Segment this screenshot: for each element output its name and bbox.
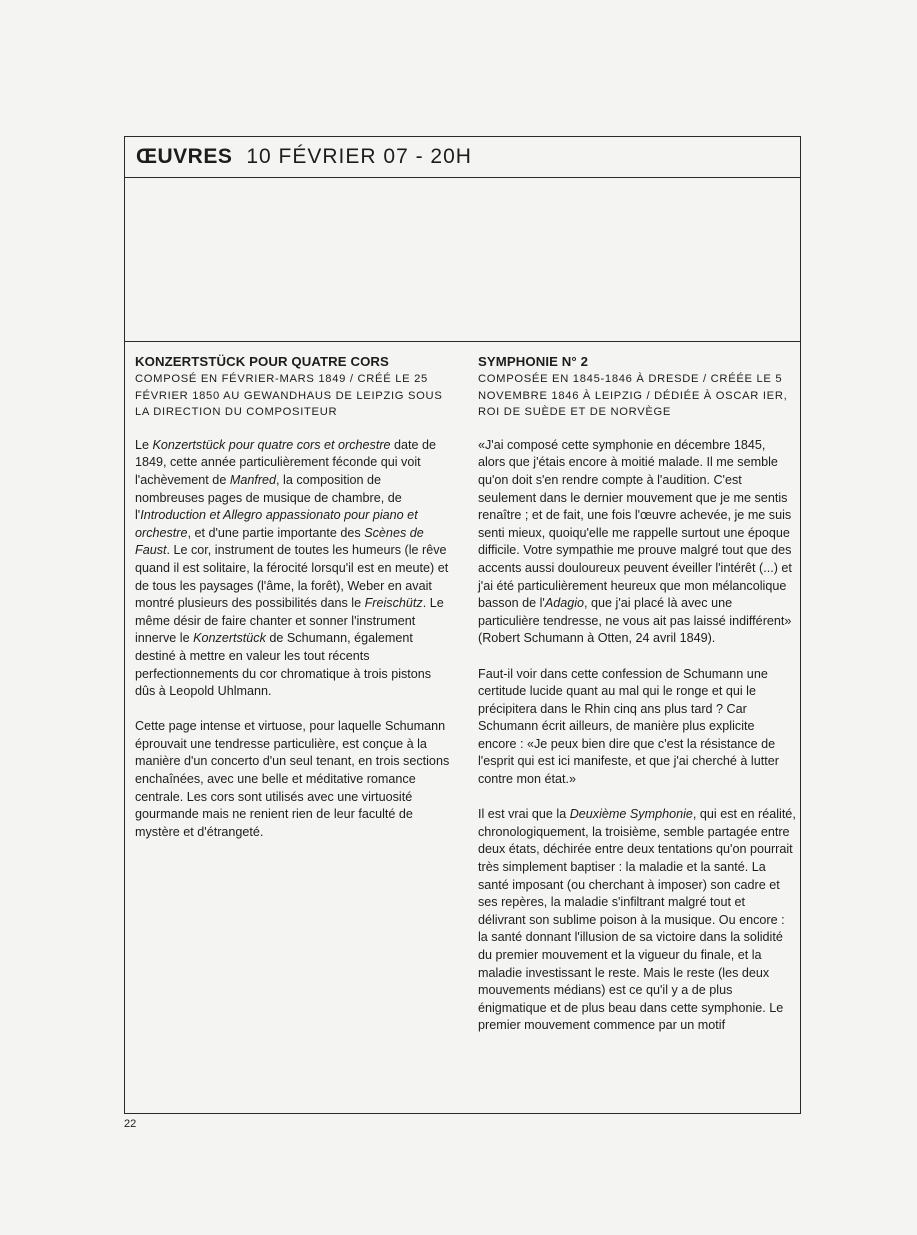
text-run-italic: Deuxième Symphonie	[569, 807, 693, 822]
text-run: , la composition de nombreuses pages de musique de chambre, de l'	[135, 472, 402, 523]
text-run-italic: Freischütz	[364, 596, 423, 611]
text-run: . Le cor, instrument de toutes les humeurs (le rêve quand il est solitaire, la férocité lorsqu'il est en meute) et de tous les paysages (l'âme, la forêt), Weber en avait montré plusieurs des possibilités dans le	[135, 543, 449, 611]
text-run: , et d'une partie importante des	[187, 525, 365, 540]
work-subtitle-symphonie: COMPOSÉE EN 1845-1846 À DRESDE / CRÉÉE LE 5 NOVEMBRE 1846 À LEIPZIG / DÉDIÉE À OSCAR IER, ROI DE SUÈDE ET DE NORVÈGE	[478, 373, 788, 419]
image-placeholder-band	[125, 178, 800, 342]
text-run: , que j'ai placé là avec une particulière tendresse, ne vous ait pas laissé indifférent» (Robert Schumann à Otten, 24 avril 1849).	[478, 596, 792, 646]
work-subtitle-konzertstuck: COMPOSÉ EN FÉVRIER-MARS 1849 / CRÉÉ LE 25 FÉVRIER 1850 AU GEWANDHAUS DE LEIPZIG SOUS LA DIRECTION DU COMPOSITEUR	[135, 373, 443, 419]
paragraph	[478, 437, 796, 648]
page-number: 22	[124, 1118, 137, 1130]
paragraph: Cette page intense et virtuose, pour laquelle Schumann éprouvait une tendresse particulière, est conçue à la manière d'un concerto d'un seul tenant, en trois sections enchaînées, avec une belle et méditative romance centrale. Les cors sont utilisés avec une virtuosité gourmande mais ne renient rien de leur faculté de mystère et d'étrangeté.	[135, 719, 450, 839]
text-run-italic: Konzertstück pour quatre cors et orchestre	[152, 437, 391, 452]
text-run: date de 1849, cette année particulièrement féconde qui voit l'achèvement de	[135, 437, 437, 487]
text-run-italic: Scènes de Faust	[135, 525, 424, 558]
section-header	[125, 137, 800, 178]
text-run-italic: Adagio	[544, 596, 585, 611]
text-run: «J'ai composé cette symphonie en décembre 1845, alors que j'étais encore à moitié malade. Il me semble qu'on doit s'en rendre compte à l'audition. C'est seulement dans le dernier mouvement que je me sentis renaître ; et de fait, une fois l'œuvre achevée, je me suis senti mieux, quoiqu'elle me rappelle surtout une époque difficile. Votre sympathie me prouve malgré tout que des accents aussi douloureux peuvent éveiller l'intérêt (...) et j'ai été particulièrement heureux que mon mélancolique basson de l'	[478, 437, 792, 611]
text-run: , qui est en réalité, chronologiquement, la troisième, semble partagée entre deux états, déchirée entre deux tentations qu'on pourrait très simplement baptiser : la maladie et la santé. La santé imposant (ou cherchant à imposer) son cadre et ses repères, la maladie s'infiltrant malgré tout et délivrant son sublime poison à la musique. Ou encore : la santé donnant l'illusion de sa victoire dans la solidité du premier mouvement et la vigueur du finale, et la maladie investissant le reste. Mais le reste (les deux mouvements médians) est ce qu'il y a de plus énigmatique et de plus beau dans cette symphonie. Le premier mouvement commence par un motif	[478, 807, 796, 1033]
concert-date: 10 FÉVRIER 07 - 20H	[246, 145, 472, 168]
paragraph	[135, 437, 453, 701]
text-run: de Schumann, également destiné à mettre en valeur les tout récents perfectionnements du cor chromatique à trois pistons dûs à Leopold Uhlmann.	[135, 631, 432, 699]
text-run-italic: Manfred	[229, 472, 277, 487]
text-run: Il est vrai que la	[478, 807, 570, 822]
text-run: . Le même désir de faire chanter et sonner l'instrument innerve le	[135, 596, 444, 646]
work-title-symphonie: SYMPHONIE N° 2	[478, 354, 588, 369]
paragraph: Faut-il voir dans cette confession de Schumann une certitude lucide quant au mal qui le ronge et qui le précipitera dans le Rhin cinq ans plus tard ? Car Schumann écrit ailleurs, de manière plus explicite encore : «Je peux bien dire que c'est la résistance de l'esprit qui est ici manifeste, et que j'ai cherché à lutter contre mon état.»	[478, 666, 779, 787]
text-run-italic: Konzertstück	[193, 631, 266, 646]
work-title-konzertstuck: KONZERTSTÜCK POUR QUATRE CORS	[135, 354, 389, 369]
program-frame	[124, 136, 801, 1114]
left-column	[135, 353, 453, 859]
text-run-italic: Introduction et Allegro appassionato pour piano et orchestre	[135, 508, 418, 540]
right-column	[478, 353, 796, 1053]
section-title: ŒUVRES	[136, 145, 233, 168]
text-run: Le	[135, 437, 153, 452]
paragraph	[478, 806, 796, 1035]
